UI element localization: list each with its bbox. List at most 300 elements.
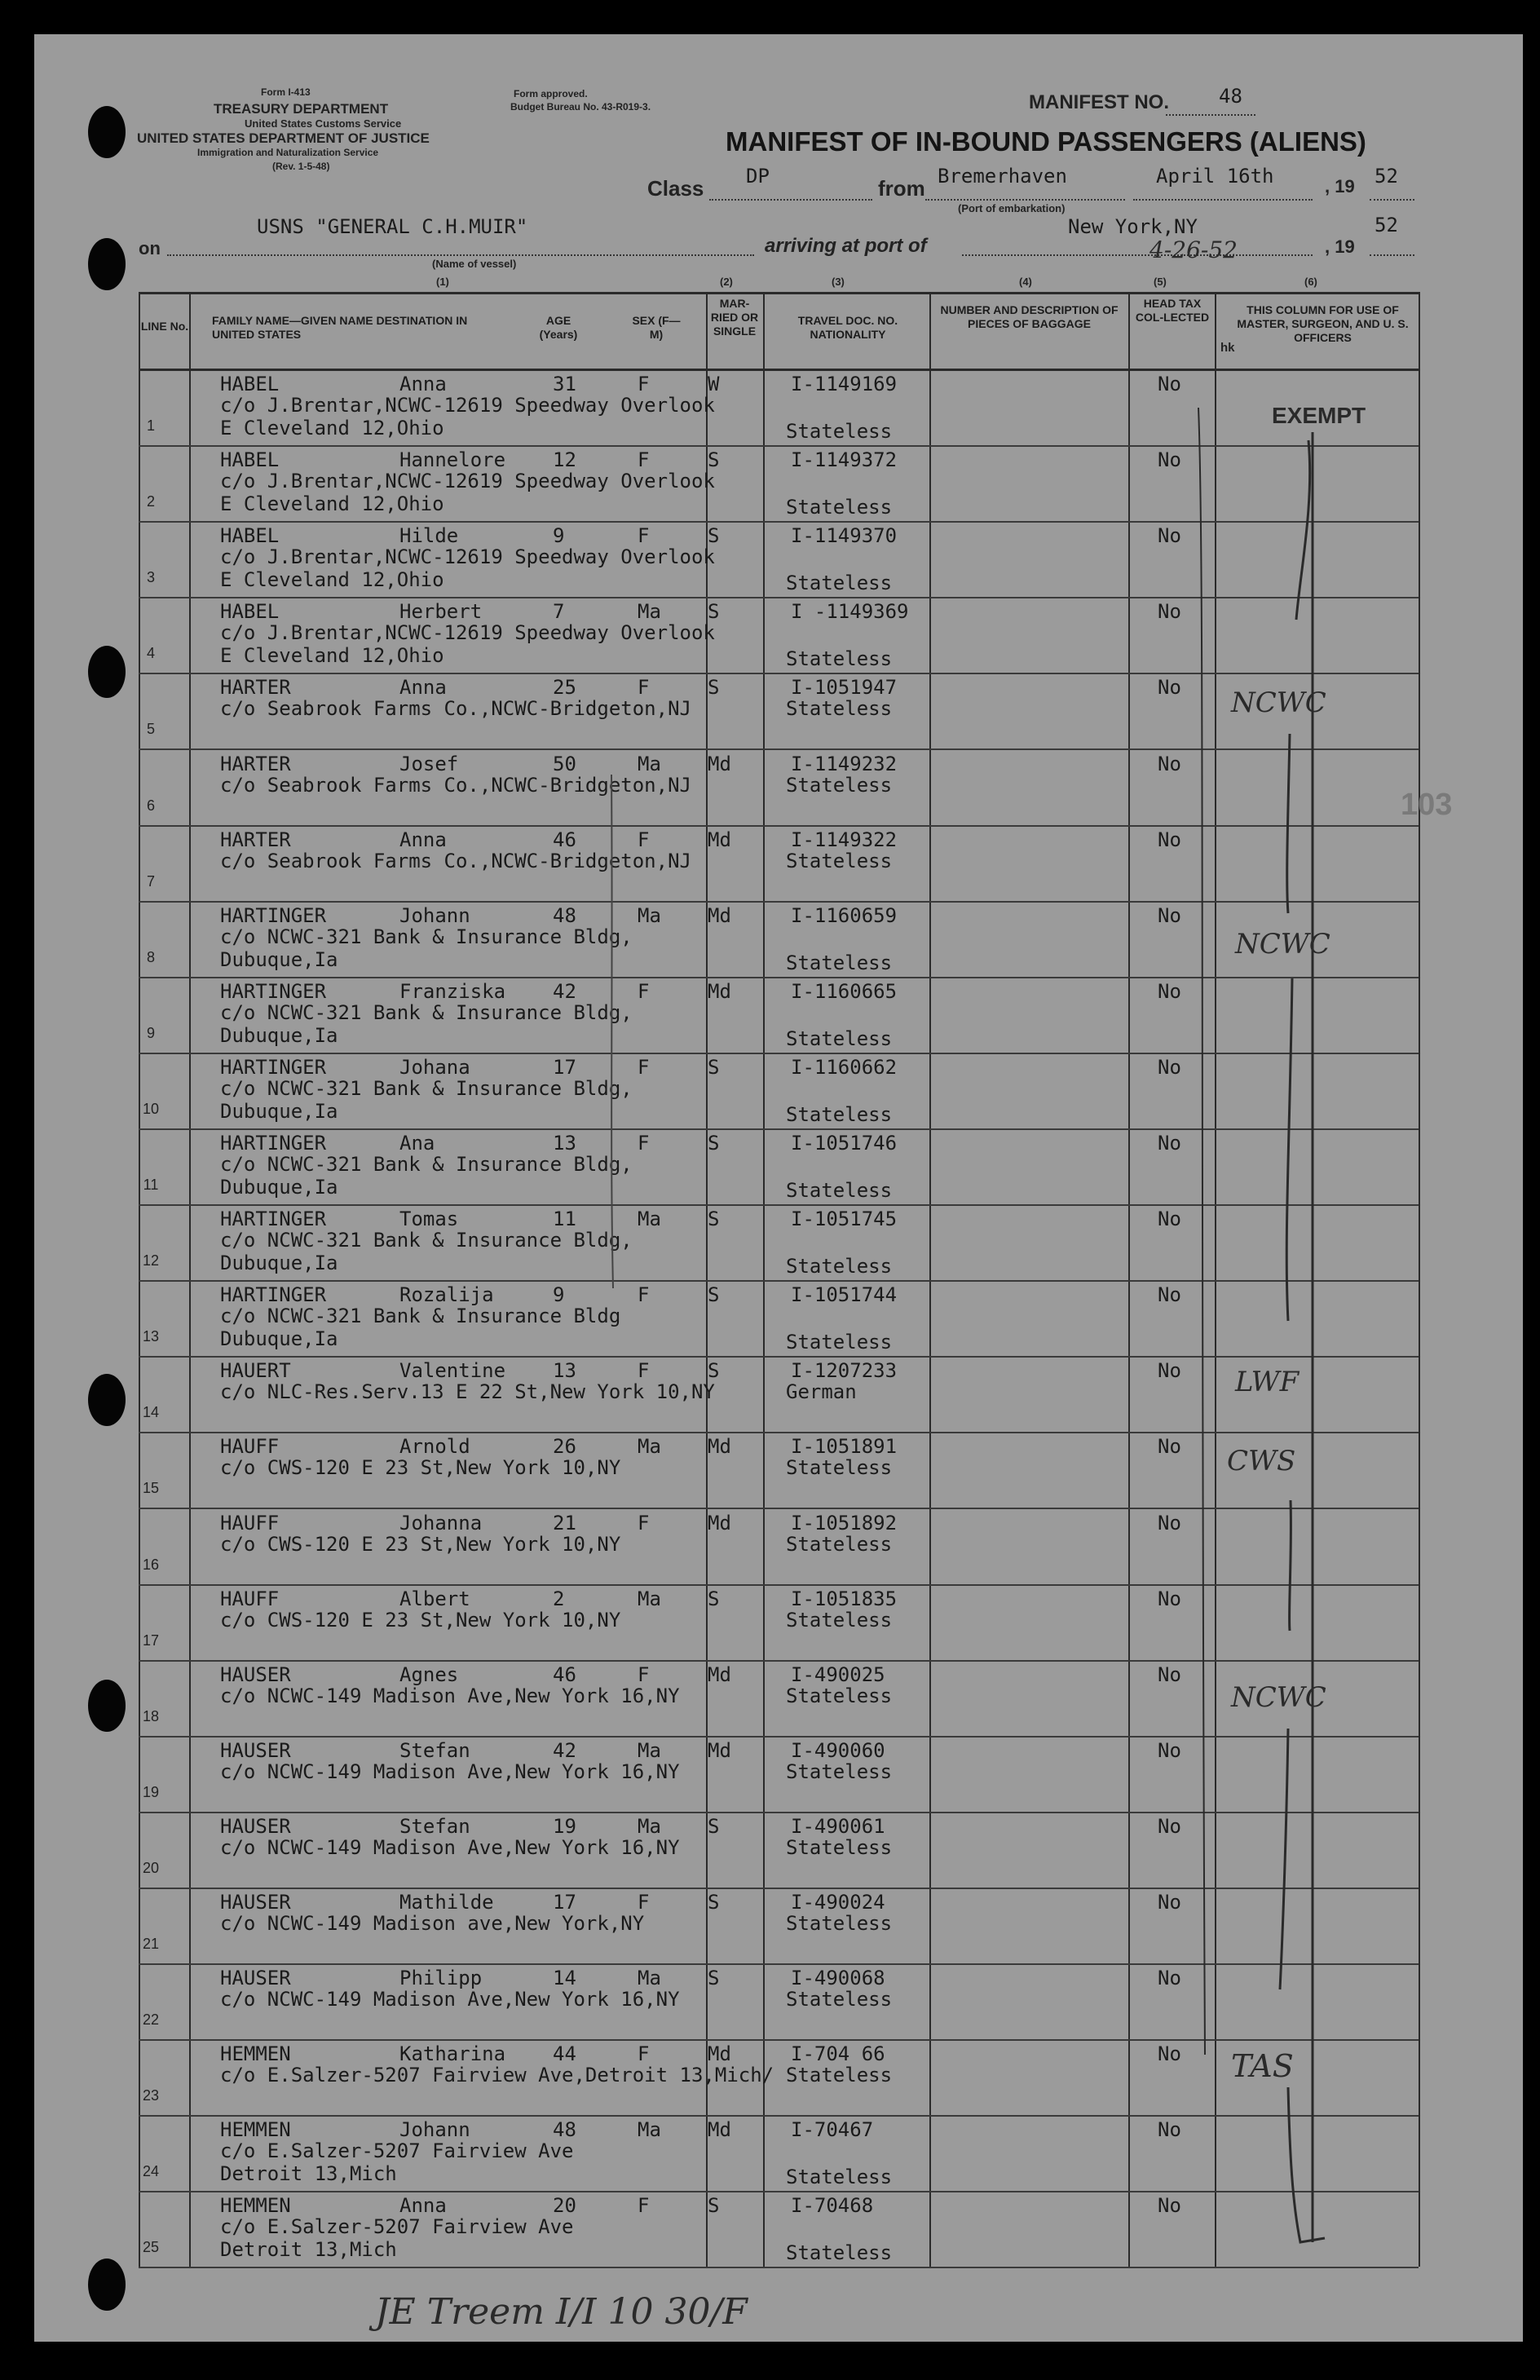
head-tax: No [1158,1738,1181,1762]
family-name: HARTINGER [220,903,327,927]
given-name: Ana [399,1132,435,1155]
from-value: Bremerhaven [938,165,1067,188]
nationality: Stateless [786,2241,893,2265]
age-value: 44 [553,2042,576,2066]
from-label: from [878,176,925,201]
sex-value: F [638,1132,650,1155]
vessel-name: USNS "GENERAL C.H.MUIR" [257,215,528,238]
rev-label: (Rev. 1-5-48) [272,161,330,172]
line-number: 10 [142,1100,160,1117]
annotation-ncwc-3: NCWC [1231,1681,1326,1714]
header-travel-doc: TRAVEL DOC. NO. NATIONALITY [797,314,898,341]
manifest-title: MANIFEST OF IN-BOUND PASSENGERS (ALIENS) [726,126,1366,157]
given-name: Franziska [399,979,506,1003]
nationality: Stateless [786,1532,893,1556]
age-value: 19 [553,1814,576,1838]
destination-line-2: E Cleveland 12,Ohio [220,568,444,592]
travel-doc-number: I-1051892 [791,1511,898,1534]
head-tax: No [1158,752,1181,775]
marital-status: S [708,1055,720,1079]
family-name: HABEL [220,524,280,548]
destination-line-1: c/o CWS-120 E 23 St,New York 10,NY [220,1608,621,1632]
line-number: 18 [142,1707,160,1724]
age-value: 48 [553,2118,576,2142]
nationality: Stateless [786,1456,893,1480]
head-tax: No [1158,676,1181,700]
destination-line-1: c/o NLC-Res.Serv.13 E 22 St,New York 10,NY [220,1380,715,1404]
marital-status: S [708,1359,720,1383]
col-num-5: (5) [1154,276,1167,288]
head-tax: No [1158,524,1181,548]
destination-line-1: c/o NCWC-321 Bank & Insurance Bldg, [220,1229,633,1252]
marital-status: Md [708,1738,731,1762]
destination-line-2: Dubuque,Ia [220,1176,338,1199]
marital-status: S [708,2194,720,2218]
nationality: Stateless [786,1835,893,1859]
sex-value: Ma [638,1967,661,1990]
line-number: 24 [142,2163,160,2180]
line-number: 20 [142,1859,160,1876]
annotation-cws: CWS [1227,1445,1296,1477]
age-value: 14 [553,1967,576,1990]
destination-line-1: c/o E.Salzer-5207 Fairview Ave,Detroit 13,Mich/ [220,2064,774,2087]
destination-line-1: c/o J.Brentar,NCWC-12619 Speedway Overlook [220,545,715,569]
travel-doc-number: I-1160665 [791,979,898,1003]
sex-value: Ma [638,752,661,775]
given-name: Arnold [399,1435,470,1459]
given-name: Johanna [399,1511,483,1534]
given-name: Johana [399,1055,470,1079]
given-name: Hilde [399,524,459,548]
age-value: 9 [553,1283,565,1307]
marital-status: Md [708,1511,731,1534]
destination-line-2: Dubuque,Ia [220,1252,338,1275]
destination-line-2: Detroit 13,Mich [220,2238,397,2262]
family-name: HAUERT [220,1359,291,1383]
family-name: HARTER [220,828,291,851]
head-tax: No [1158,903,1181,927]
marital-status: S [708,524,720,548]
travel-doc-number: I-1149370 [791,524,898,548]
age-value: 46 [553,1662,576,1686]
sex-value: F [638,1283,650,1307]
given-name: Stefan [399,1738,470,1762]
sex-value: F [638,828,650,851]
family-name: HARTINGER [220,1208,327,1231]
sex-value: Ma [638,1738,661,1762]
marital-status: Md [708,2118,731,2142]
annotation-tas: TAS [1231,2048,1294,2084]
nationality: Stateless [786,572,893,595]
year-value: 52 [1375,165,1398,188]
sex-value: F [638,1055,650,1079]
nationality: Stateless [786,951,893,974]
family-name: HAUFF [220,1435,280,1459]
line-number: 2 [146,493,155,510]
age-value: 9 [553,524,565,548]
age-value: 21 [553,1511,576,1534]
col-num-3: (3) [832,276,845,288]
treasury-label: TREASURY DEPARTMENT [214,101,389,117]
travel-doc-number: I-490060 [791,1738,885,1762]
age-value: 25 [553,676,576,700]
col-num-2: (2) [720,276,733,288]
header-line-no: LINE No. [140,320,189,333]
age-value: 42 [553,979,576,1003]
marital-status: W [708,373,720,395]
marital-status: Md [708,979,731,1003]
sex-value: Ma [638,1435,661,1459]
head-tax: No [1158,979,1181,1003]
line-number: 7 [146,872,155,890]
family-name: HARTINGER [220,979,327,1003]
travel-doc-number: I-1149232 [791,752,898,775]
family-name: HEMMEN [220,2042,291,2066]
annotation-ncwc-2: NCWC [1235,928,1330,960]
family-name: HEMMEN [220,2118,291,2142]
annotation-lwf: LWF [1235,1366,1300,1398]
age-value: 42 [553,1738,576,1762]
given-name: Hannelore [399,448,506,472]
destination-line-1: c/o NCWC-321 Bank & Insurance Bldg [220,1305,621,1328]
head-tax: No [1158,1967,1181,1990]
line-number: 12 [142,1252,160,1269]
age-value: 13 [553,1359,576,1383]
destination-line-1: c/o CWS-120 E 23 St,New York 10,NY [220,1532,621,1556]
head-tax: No [1158,1132,1181,1155]
nationality: Stateless [786,1912,893,1935]
travel-doc-number: I-1051745 [791,1208,898,1231]
page-stamp: 103 [1401,788,1453,822]
ins-label: Immigration and Naturalization Service [197,147,379,158]
marital-status: S [708,600,720,624]
given-name: Mathilde [399,1891,494,1914]
family-name: HARTER [220,752,291,775]
marital-status: S [708,1283,720,1307]
travel-doc-number: I-70467 [791,2118,874,2142]
travel-doc-number: I-1051835 [791,1587,898,1610]
head-tax: No [1158,2042,1181,2066]
line-number: 5 [146,721,155,738]
destination-line-1: c/o NCWC-149 Madison Ave,New York 16,NY [220,1684,680,1707]
given-name: Philipp [399,1967,483,1990]
budget-bureau: Budget Bureau No. 43-R019-3. [510,101,651,113]
head-tax: No [1158,1662,1181,1686]
marital-status: Md [708,828,731,851]
destination-line-2: Detroit 13,Mich [220,2162,397,2186]
vessel-note: (Name of vessel) [432,258,517,270]
head-tax: No [1158,1814,1181,1838]
head-tax: No [1158,2194,1181,2218]
marital-status: S [708,1967,720,1990]
header-officers: THIS COLUMN FOR USE OF MASTER, SURGEON, AND U. S. OFFICERS [1237,303,1409,344]
line-number: 11 [143,1177,159,1194]
head-tax: No [1158,448,1181,472]
travel-doc-number: I-1160662 [791,1055,898,1079]
destination-line-1: c/o NCWC-321 Bank & Insurance Bldg, [220,1153,633,1176]
marital-status: Md [708,1435,731,1459]
family-name: HARTINGER [220,1132,327,1155]
destination-line-1: c/o NCWC-149 Madison ave,New York,NY [220,1912,645,1935]
destination-line-2: E Cleveland 12,Ohio [220,644,444,668]
class-label: Class [647,176,704,201]
nationality: Stateless [786,2166,893,2189]
sex-value: F [638,1511,650,1534]
nationality: Stateless [786,2064,893,2087]
year2-value: 52 [1375,214,1398,236]
sex-value: Ma [638,2118,661,2142]
sailing-date: April 16th [1156,165,1274,188]
travel-doc-number: I-490024 [791,1891,885,1914]
head-tax: No [1158,2118,1181,2142]
age-value: 13 [553,1132,576,1155]
col-num-6: (6) [1304,276,1317,288]
marital-status: S [708,448,720,472]
marital-status: S [708,1891,720,1914]
nationality: Stateless [786,1760,893,1783]
age-value: 48 [553,903,576,927]
on-label: on [139,238,161,258]
manifest-no-value: 48 [1219,85,1242,108]
age-value: 50 [553,752,576,775]
line-number: 16 [142,1556,160,1573]
destination-line-1: c/o E.Salzer-5207 Fairview Ave [220,2215,574,2239]
sex-value: F [638,1662,650,1686]
marital-status: Md [708,752,731,775]
line-number: 13 [142,1328,160,1345]
family-name: HAUSER [220,1814,291,1838]
head-tax: No [1158,1359,1181,1383]
given-name: Rozalija [399,1283,494,1307]
annotation-ncwc-1: NCWC [1231,687,1326,719]
destination-line-2: Dubuque,Ia [220,1327,338,1351]
age-value: 17 [553,1891,576,1914]
marital-status: S [708,1814,720,1838]
marital-status: S [708,676,720,700]
age-value: 20 [553,2194,576,2218]
given-name: Herbert [399,600,483,624]
line-number: 14 [142,1404,160,1421]
nationality: Stateless [786,1179,893,1202]
destination-line-2: Dubuque,Ia [220,947,338,971]
nationality: Stateless [786,1608,893,1632]
head-tax: No [1158,1587,1181,1610]
destination-line-2: E Cleveland 12,Ohio [220,492,444,516]
line-number: 25 [142,2239,160,2256]
destination-line-2: E Cleveland 12,Ohio [220,417,444,439]
year2-prefix: , 19 [1325,236,1355,257]
given-name: Stefan [399,1814,470,1838]
age-value: 31 [553,373,576,395]
form-number: Form I-413 [261,86,311,98]
given-name: Anna [399,2194,447,2218]
family-name: HABEL [220,448,280,472]
travel-doc-number: I-490061 [791,1814,885,1838]
line-number: 6 [146,797,155,814]
head-tax: No [1158,1055,1181,1079]
travel-doc-number: I-70468 [791,2194,874,2218]
line-number: 3 [146,569,155,586]
head-tax: No [1158,1208,1181,1231]
destination-line-1: c/o NCWC-321 Bank & Insurance Bldg, [220,1000,633,1024]
travel-doc-number: I-1149169 [791,373,898,395]
travel-doc-number: I-1149322 [791,828,898,851]
given-name: Anna [399,828,447,851]
family-name: HARTER [220,676,291,700]
travel-doc-number: I-490068 [791,1967,885,1990]
form-approved: Form approved. [514,88,588,99]
age-value: 11 [553,1208,576,1231]
age-value: 17 [553,1055,576,1079]
marital-status: S [708,1132,720,1155]
nationality: Stateless [786,496,893,519]
header-age: AGE (Years) [539,314,578,341]
arrival-date-handwritten: 4-26-52 [1149,236,1238,263]
family-name: HAUSER [220,1891,291,1914]
destination-line-1: c/o Seabrook Farms Co.,NCWC-Bridgeton,NJ [220,697,691,721]
header-name: FAMILY NAME—GIVEN NAME DESTINATION IN UNITED STATES [212,314,468,341]
header-head-tax: HEAD TAX COL-LECTED [1135,297,1210,324]
marital-status: Md [708,1662,731,1686]
sex-value: F [638,676,650,700]
destination-line-1: c/o NCWC-149 Madison Ave,New York 16,NY [220,1988,680,2011]
nationality: German [786,1380,857,1404]
sex-value: F [638,373,650,395]
sex-value: Ma [638,1587,661,1610]
manifest-no-label: MANIFEST NO. [1029,91,1169,113]
line-number: 22 [142,2011,160,2029]
sex-value: Ma [638,1814,661,1838]
sex-value: F [638,1359,650,1383]
travel-doc-number: I -1149369 [791,600,909,624]
nationality: Stateless [786,1027,893,1050]
class-value: DP [746,165,770,188]
col-num-4: (4) [1019,276,1032,288]
travel-doc-number: I-1051744 [791,1283,898,1307]
head-tax: No [1158,600,1181,624]
arriving-label: arriving at port of [765,235,927,257]
given-name: Valentine [399,1359,506,1383]
year-prefix: , 19 [1325,176,1355,196]
head-tax: No [1158,1511,1181,1534]
travel-doc-number: I-1207233 [791,1359,898,1383]
age-value: 46 [553,828,576,851]
travel-doc-number: I-490025 [791,1662,885,1686]
customs-label: United States Customs Service [245,117,402,130]
sex-value: Ma [638,1208,661,1231]
line-number: 19 [142,1783,160,1800]
header-married: MAR-RIED OR SINGLE [710,297,759,338]
travel-doc-number: I-704 66 [791,2042,885,2066]
family-name: HAUSER [220,1738,291,1762]
destination-line-1: c/o Seabrook Farms Co.,NCWC-Bridgeton,NJ [220,849,691,872]
nationality: Stateless [786,849,893,872]
sex-value: Ma [638,600,661,624]
nationality: Stateless [786,1102,893,1126]
destination-line-1: c/o NCWC-321 Bank & Insurance Bldg, [220,1076,633,1100]
line-number: 23 [142,2087,160,2104]
family-name: HAUFF [220,1511,280,1534]
arrival-port: New York,NY [1068,215,1198,238]
destination-line-2: Dubuque,Ia [220,1099,338,1123]
family-name: HAUSER [220,1662,291,1686]
sex-value: F [638,1891,650,1914]
given-name: Tomas [399,1208,459,1231]
destination-line-1: c/o NCWC-149 Madison Ave,New York 16,NY [220,1835,680,1859]
head-tax: No [1158,373,1181,395]
family-name: HABEL [220,600,280,624]
family-name: HEMMEN [220,2194,291,2218]
nationality: Stateless [786,647,893,671]
family-name: HARTINGER [220,1283,327,1307]
destination-line-1: c/o J.Brentar,NCWC-12619 Speedway Overlook [220,621,715,645]
marital-status: S [708,1208,720,1231]
destination-line-1: c/o E.Salzer-5207 Fairview Ave [220,2139,574,2163]
age-value: 26 [553,1435,576,1459]
head-tax: No [1158,828,1181,851]
port-embarkation-note: (Port of embarkation) [958,202,1066,214]
nationality: Stateless [786,1988,893,2011]
marital-status: Md [708,903,731,927]
travel-doc-number: I-1051746 [791,1132,898,1155]
sex-value: F [638,448,650,472]
travel-doc-number: I-1160659 [791,903,898,927]
nationality: Stateless [786,1331,893,1354]
justice-label: UNITED STATES DEPARTMENT OF JUSTICE [137,130,430,146]
family-name: HAUSER [220,1967,291,1990]
given-name: Albert [399,1587,470,1610]
given-name: Anna [399,676,447,700]
given-name: Katharina [399,2042,506,2066]
nationality: Stateless [786,1684,893,1707]
destination-line-1: c/o Seabrook Farms Co.,NCWC-Bridgeton,NJ [220,773,691,797]
sex-value: F [638,2042,650,2066]
destination-line-1: c/o CWS-120 E 23 St,New York 10,NY [220,1456,621,1480]
nationality: Stateless [786,773,893,797]
family-name: HARTINGER [220,1055,327,1079]
nationality: Stateless [786,1255,893,1278]
age-value: 2 [553,1587,565,1610]
header-baggage: NUMBER AND DESCRIPTION OF PIECES OF BAGGAGE [940,303,1119,330]
line-number: 9 [146,1024,155,1041]
travel-doc-number: I-1051947 [791,676,898,700]
given-name: Agnes [399,1662,459,1686]
sex-value: F [638,979,650,1003]
footer-handwriting: JE Treem I/I 10 30/F [375,2291,748,2333]
col-num-1: (1) [436,276,449,288]
destination-line-1: c/o J.Brentar,NCWC-12619 Speedway Overlook [220,470,715,493]
destination-line-1: c/o NCWC-149 Madison Ave,New York 16,NY [220,1760,680,1783]
nationality: Stateless [786,697,893,721]
line-number: 4 [146,645,155,662]
header-officers-prefix: hk [1220,341,1235,355]
given-name: Johann [399,903,470,927]
header-sex: SEX (F—M) [632,314,681,341]
age-value: 12 [553,448,576,472]
line-number: 15 [142,1480,160,1497]
head-tax: No [1158,1283,1181,1307]
sex-value: Ma [638,903,661,927]
destination-line-1: c/o NCWC-321 Bank & Insurance Bldg, [220,925,633,948]
given-name: Josef [399,752,459,775]
line-number: 1 [146,417,155,435]
exempt-stamp: EXEMPT [1272,403,1366,428]
line-number: 8 [146,948,155,965]
destination-line-2: Dubuque,Ia [220,1023,338,1047]
nationality: Stateless [786,420,893,443]
head-tax: No [1158,1891,1181,1914]
head-tax: No [1158,1435,1181,1459]
